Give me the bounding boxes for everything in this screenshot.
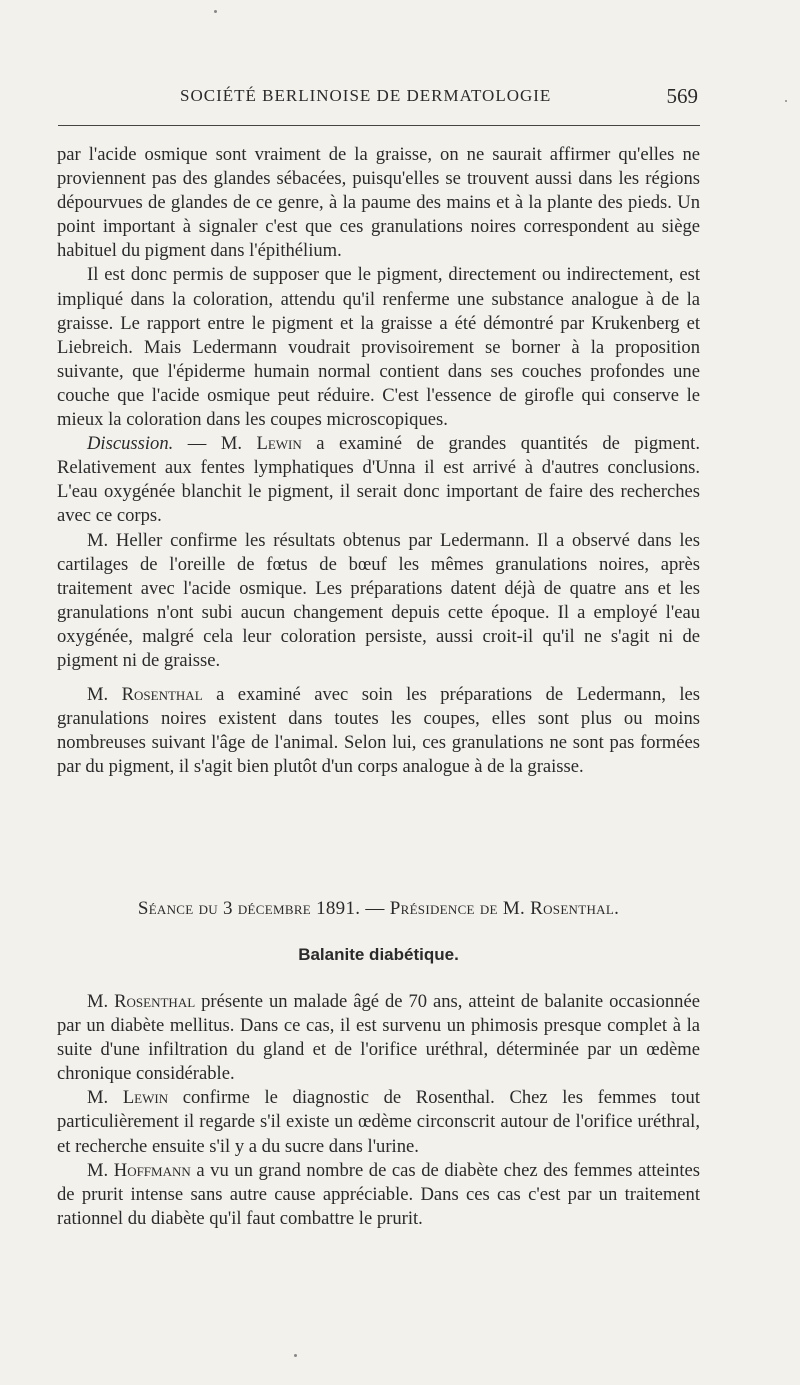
section-balanite (57, 990, 700, 1231)
paragraph-3 (57, 432, 700, 528)
running-title: SOCIÉTÉ BERLINOISE DE DERMATOLOGIE (180, 86, 552, 105)
page-number: 569 (666, 84, 698, 108)
paragraph-5 (57, 683, 700, 779)
paragraph-6 (57, 990, 700, 1086)
seance-heading: Séance du 3 décembre 1891. — Présidence de M. Rosenthal. (137, 898, 620, 919)
speaker-name: Rosenthal (121, 684, 203, 706)
paragraph-gap (57, 673, 700, 683)
paragraph-8-prefix: M. (87, 1159, 114, 1181)
paragraph-5-prefix: M. (87, 684, 122, 706)
section-discussion (57, 143, 700, 779)
paragraph-8-text: a vu un grand nombre de cas de diabète chez des femmes atteintes de prurit intense sans autre cause appréciable. Dans ces cas c'est par un traitement rationnel du diabète qu'il faut combattre le prurit. (57, 1159, 700, 1229)
page-header (60, 86, 700, 114)
paragraph-7-prefix: M. (87, 1087, 123, 1109)
paragraph-6-text: présente un malade âgé de 70 ans, atteint de balanite occasionnée par un diabète mellitus. Dans ce cas, il est survenu un phimosis presque complet à la suite d'une infiltration du gland et de l'orifice uréthral, déterminée par un œdème chronique considérable. (57, 991, 700, 1085)
header-rule (58, 125, 700, 126)
paragraph-7 (57, 1086, 700, 1158)
paragraph-7-text: confirme le diagnostic de Rosenthal. Chez les femmes tout particulièrement il regarde s'il existe un œdème circonscrit autour de l'orifice uréthral, et recherche ensuite s'il y a du sucre dans l'urine. (57, 1087, 700, 1157)
paragraph-1: par l'acide osmique sont vraiment de la graisse, on ne saurait affirmer qu'elles ne proviennent pas des glandes sébacées, puisqu'elles se trouvent aussi dans les régions dépourvues de glandes de ce genre, à la paume des mains et à la plante des pieds. Un point important à signaler c'est que ces granulations noires correspondent au siège habituel du pigment dans l'épithélium. (57, 144, 700, 262)
paragraph-5-text: a examiné avec soin les préparations de Ledermann, les granulations noires existent dans toutes les coupes, elles sont plus ou moins nombreuses suivant l'âge de l'animal. Selon lui, ces granulations ne sont pas formées par du pigment, il s'agit bien plutôt d'un corps analogue à de la graisse. (57, 684, 700, 778)
paper-speck (214, 10, 217, 13)
speaker-name: Lewin (122, 1087, 169, 1109)
paragraph-6-prefix: M. (87, 991, 115, 1012)
speaker-name: Hoffmann (113, 1159, 191, 1181)
paper-speck (294, 1354, 297, 1357)
paper-speck (785, 100, 787, 102)
discussion-label: Discussion. (87, 433, 174, 455)
section-title: Balanite diabétique. (298, 945, 459, 964)
paragraph-8 (57, 1159, 700, 1231)
discussion-dash: — M. (173, 433, 257, 455)
paragraph-4: M. Heller confirme les résultats obtenus par Ledermann. Il a observé dans les cartilages de l'oreille de fœtus de bœuf les mêmes granulations noires, après traitement avec l'acide osmique. Les préparations datent déjà de quatre ans et les granulations n'ont subi aucun changement depuis cette époque. Il a employé l'eau oxygénée, malgré cela leur coloration persiste, aussi croit-il qu'il ne s'agit ni de pigment ni de graisse. (57, 529, 700, 671)
paragraph-2: Il est donc permis de supposer que le pigment, directement ou indirectement, est impliqué dans la coloration, attendu qu'il renferme une substance analogue à de la graisse. Le rapport entre le pigment et la graisse a été démontré par Krukenberg et Liebreich. Mais Ledermann voudrait provisoirement se borner à la proposition suivante, que l'épiderme humain normal contient dans ses couches profondes une couche que l'acide osmique peut réduire. C'est l'essence de girofle qui conserve le mieux la coloration dans les coupes microscopiques. (57, 264, 700, 431)
paragraph-3-text: a examiné de grandes quantités de pigment. Relativement aux fentes lymphatiques d'Unna il est arrivé à d'autres conclusions. L'eau oxygénée blanchit le pigment, il serait donc important de faire des recherches avec ce corps. (57, 433, 700, 527)
speaker-name: Rosenthal (114, 991, 196, 1012)
speaker-name: Lewin (256, 433, 302, 455)
